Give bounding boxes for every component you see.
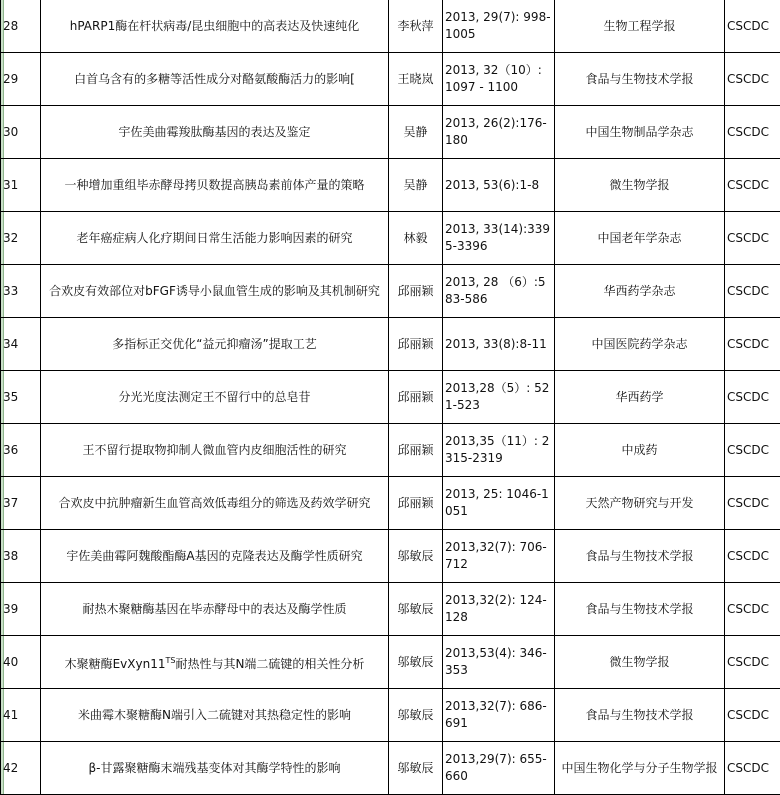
paper-title-cell: 白首乌含有的多糖等活性成分对酪氨酸酶活力的影响[ — [41, 53, 389, 106]
index-cell: CSCDC — [725, 212, 780, 265]
index-cell: CSCDC — [725, 530, 780, 583]
row-number-cell: 33 — [1, 265, 41, 318]
table-row — [1, 0, 780, 53]
table-row — [1, 318, 780, 371]
paper-title-cell: 耐热木聚糖酶基因在毕赤酵母中的表达及酶学性质 — [41, 583, 389, 636]
author-cell: 邱丽颖 — [389, 371, 443, 424]
index-cell: CSCDC — [725, 159, 780, 212]
index-cell: CSCDC — [725, 53, 780, 106]
journal-cell: 微生物学报 — [555, 636, 725, 689]
row-number-cell: 28 — [1, 0, 41, 53]
author-cell: 邬敏辰 — [389, 636, 443, 689]
index-cell: CSCDC — [725, 424, 780, 477]
paper-title-cell — [41, 636, 389, 689]
author-cell: 邱丽颖 — [389, 318, 443, 371]
table-row — [1, 636, 780, 689]
author-cell: 李秋萍 — [389, 0, 443, 53]
row-number-cell: 30 — [1, 106, 41, 159]
index-cell: CSCDC — [725, 689, 780, 742]
author-cell: 邬敏辰 — [389, 530, 443, 583]
table-row — [1, 106, 780, 159]
paper-title-part: 耐热性与其N端二硫键的相关性分析 — [175, 657, 364, 671]
row-number-cell: 38 — [1, 530, 41, 583]
paper-title-cell: β-甘露聚糖酶末端残基变体对其酶学特性的影响 — [41, 742, 389, 795]
table-row — [1, 742, 780, 795]
citation-cell: 2013, 28 （6）:583-586 — [443, 265, 555, 318]
index-cell: CSCDC — [725, 106, 780, 159]
paper-title-cell: 分光光度法测定王不留行中的总皂苷 — [41, 371, 389, 424]
table-row — [1, 212, 780, 265]
author-cell: 林毅 — [389, 212, 443, 265]
index-cell: CSCDC — [725, 583, 780, 636]
row-number-cell: 40 — [1, 636, 41, 689]
author-cell: 邬敏辰 — [389, 583, 443, 636]
journal-cell: 生物工程学报 — [555, 0, 725, 53]
citation-cell: 2013,32(7): 706-712 — [443, 530, 555, 583]
journal-cell: 华西药学杂志 — [555, 265, 725, 318]
table-row — [1, 371, 780, 424]
table-row — [1, 159, 780, 212]
author-cell: 吴静 — [389, 106, 443, 159]
index-cell: CSCDC — [725, 318, 780, 371]
journal-cell: 微生物学报 — [555, 159, 725, 212]
publication-table-body — [1, 0, 780, 795]
paper-title-cell: 王不留行提取物抑制人微血管内皮细胞活性的研究 — [41, 424, 389, 477]
paper-title-cell: 宇佐美曲霉阿魏酸酯酶A基因的克隆表达及酶学性质研究 — [41, 530, 389, 583]
row-number-cell: 41 — [1, 689, 41, 742]
journal-cell: 中国老年学杂志 — [555, 212, 725, 265]
citation-cell: 2013,53(4): 346-353 — [443, 636, 555, 689]
row-number-cell: 29 — [1, 53, 41, 106]
author-cell: 邱丽颖 — [389, 424, 443, 477]
table-row — [1, 424, 780, 477]
table-row — [1, 53, 780, 106]
journal-cell: 食品与生物技术学报 — [555, 53, 725, 106]
table-row — [1, 530, 780, 583]
paper-title-cell: 宇佐美曲霉羧肽酶基因的表达及鉴定 — [41, 106, 389, 159]
paper-title-cell: 合欢皮有效部位对bFGF诱导小鼠血管生成的影响及其机制研究 — [41, 265, 389, 318]
paper-title-cell: 米曲霉木聚糖酶N端引入二硫键对其热稳定性的影响 — [41, 689, 389, 742]
table-row — [1, 583, 780, 636]
journal-cell: 中国医院药学杂志 — [555, 318, 725, 371]
citation-cell: 2013,28（5）: 521-523 — [443, 371, 555, 424]
citation-cell: 2013, 33(14):3395-3396 — [443, 212, 555, 265]
row-number-cell: 37 — [1, 477, 41, 530]
citation-cell: 2013, 53(6):1-8 — [443, 159, 555, 212]
row-number-cell: 34 — [1, 318, 41, 371]
index-cell: CSCDC — [725, 477, 780, 530]
journal-cell: 中国生物制品学杂志 — [555, 106, 725, 159]
journal-cell: 食品与生物技术学报 — [555, 583, 725, 636]
row-number-cell: 42 — [1, 742, 41, 795]
author-cell: 邱丽颖 — [389, 477, 443, 530]
journal-cell: 天然产物研究与开发 — [555, 477, 725, 530]
author-cell: 邱丽颖 — [389, 265, 443, 318]
journal-cell: 中国生物化学与分子生物学报 — [555, 742, 725, 795]
paper-title-cell: 合欢皮中抗肿瘤新生血管高效低毒组分的筛选及药效学研究 — [41, 477, 389, 530]
citation-cell: 2013,29(7): 655-660 — [443, 742, 555, 795]
index-cell: CSCDC — [725, 371, 780, 424]
citation-cell: 2013, 29(7): 998-1005 — [443, 0, 555, 53]
author-cell: 邬敏辰 — [389, 742, 443, 795]
table-row — [1, 689, 780, 742]
citation-cell: 2013, 32（10）: 1097 - 1100 — [443, 53, 555, 106]
citation-cell: 2013, 33(8):8-11 — [443, 318, 555, 371]
table-row — [1, 477, 780, 530]
citation-cell: 2013,32(2): 124-128 — [443, 583, 555, 636]
journal-cell: 中成药 — [555, 424, 725, 477]
row-number-cell: 39 — [1, 583, 41, 636]
paper-title-cell: 多指标正交优化“益元抑瘤汤”提取工艺 — [41, 318, 389, 371]
index-cell: CSCDC — [725, 636, 780, 689]
paper-title-cell: 一种增加重组毕赤酵母拷贝数提高胰岛素前体产量的策略 — [41, 159, 389, 212]
index-cell: CSCDC — [725, 265, 780, 318]
table-row — [1, 265, 780, 318]
row-number-cell: 32 — [1, 212, 41, 265]
index-cell: CSCDC — [725, 0, 780, 53]
citation-cell: 2013, 25: 1046-1051 — [443, 477, 555, 530]
index-cell: CSCDC — [725, 742, 780, 795]
author-cell: 邬敏辰 — [389, 689, 443, 742]
journal-cell: 华西药学 — [555, 371, 725, 424]
journal-cell: 食品与生物技术学报 — [555, 689, 725, 742]
author-cell: 吴静 — [389, 159, 443, 212]
paper-title-cell: 老年癌症病人化疗期间日常生活能力影响因素的研究 — [41, 212, 389, 265]
citation-cell: 2013, 26(2):176-180 — [443, 106, 555, 159]
author-cell: 王晓岚 — [389, 53, 443, 106]
row-number-cell: 35 — [1, 371, 41, 424]
paper-title-cell: hPARP1酶在杆状病毒/昆虫细胞中的高表达及快速纯化 — [41, 0, 389, 53]
paper-title-superscript: TS — [165, 656, 175, 665]
paper-title-part: 木聚糖酶EvXyn11 — [65, 657, 166, 671]
journal-cell: 食品与生物技术学报 — [555, 530, 725, 583]
row-number-cell: 31 — [1, 159, 41, 212]
row-number-cell: 36 — [1, 424, 41, 477]
citation-cell: 2013,35（11）: 2315-2319 — [443, 424, 555, 477]
citation-cell: 2013,32(7): 686-691 — [443, 689, 555, 742]
